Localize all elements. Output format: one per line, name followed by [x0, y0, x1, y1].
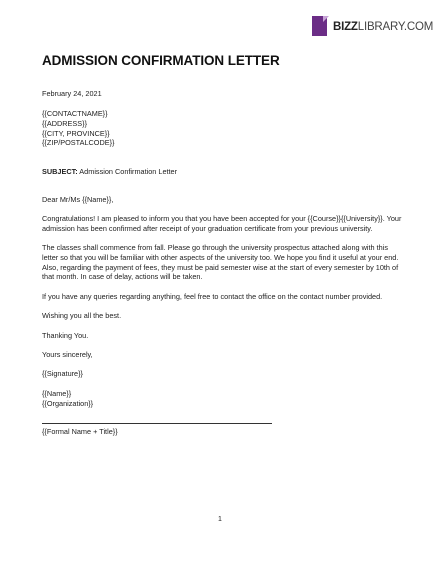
paragraph: Congratulations! I am pleased to inform you that you have been accepted for your {{Course}}{{University}}. Your admission has been confirmed after receipt of your graduation certificate from your previous university. — [42, 214, 402, 233]
subject-label: SUBJECT: — [42, 167, 78, 176]
closing: Yours sincerely, — [42, 350, 93, 359]
paragraph: If you have any queries regarding anything, feel free to contact the office on the contact number provided. — [42, 292, 383, 301]
address-line: {{ZIP/POSTALCODE}} — [42, 138, 115, 148]
signer-block — [42, 389, 404, 409]
signer-organization: {{Organization}} — [42, 398, 94, 408]
address-line: {{ADDRESS}} — [42, 118, 88, 128]
logo-brand-light: LIBRARY.COM — [357, 21, 434, 33]
subject-text: Admission Confirmation Letter — [77, 167, 178, 176]
signer-name: {{Name}} — [42, 389, 72, 398]
paragraph: The classes shall commence from fall. Please go through the university prospectus attached along with this letter so that you will be familiar with other aspects of the university too. We hope you find it useful at your end. Also, regarding the payment of fees, they must be paid semester wise at the start of every semester by 10th of that month. In case of delay, actions will be taken. — [42, 243, 399, 282]
subject-line — [42, 167, 404, 177]
logo-text — [333, 21, 433, 33]
formal-name: {{Formal Name + Title}} — [42, 427, 118, 436]
document-logo-icon — [312, 16, 330, 38]
page-number: 1 — [218, 516, 222, 523]
signature-divider — [42, 423, 272, 424]
letter-date: February 24, 2021 — [42, 89, 102, 98]
address-line: {{CITY, PROVINCE}} — [42, 128, 110, 138]
address-line: {{CONTACTNAME}} — [42, 109, 108, 118]
paragraph: Wishing you all the best. — [42, 311, 122, 320]
salutation: Dear Mr/Ms {{Name}}, — [42, 195, 114, 204]
logo-brand-bold: BIZZ — [333, 21, 358, 33]
address-block — [42, 109, 404, 148]
bizzlibrary-logo[interactable] — [312, 16, 433, 38]
paragraph: Thanking You. — [42, 331, 89, 340]
signature-placeholder: {{Signature}} — [42, 369, 83, 378]
letter-title: ADMISSION CONFIRMATION LETTER — [42, 53, 280, 68]
